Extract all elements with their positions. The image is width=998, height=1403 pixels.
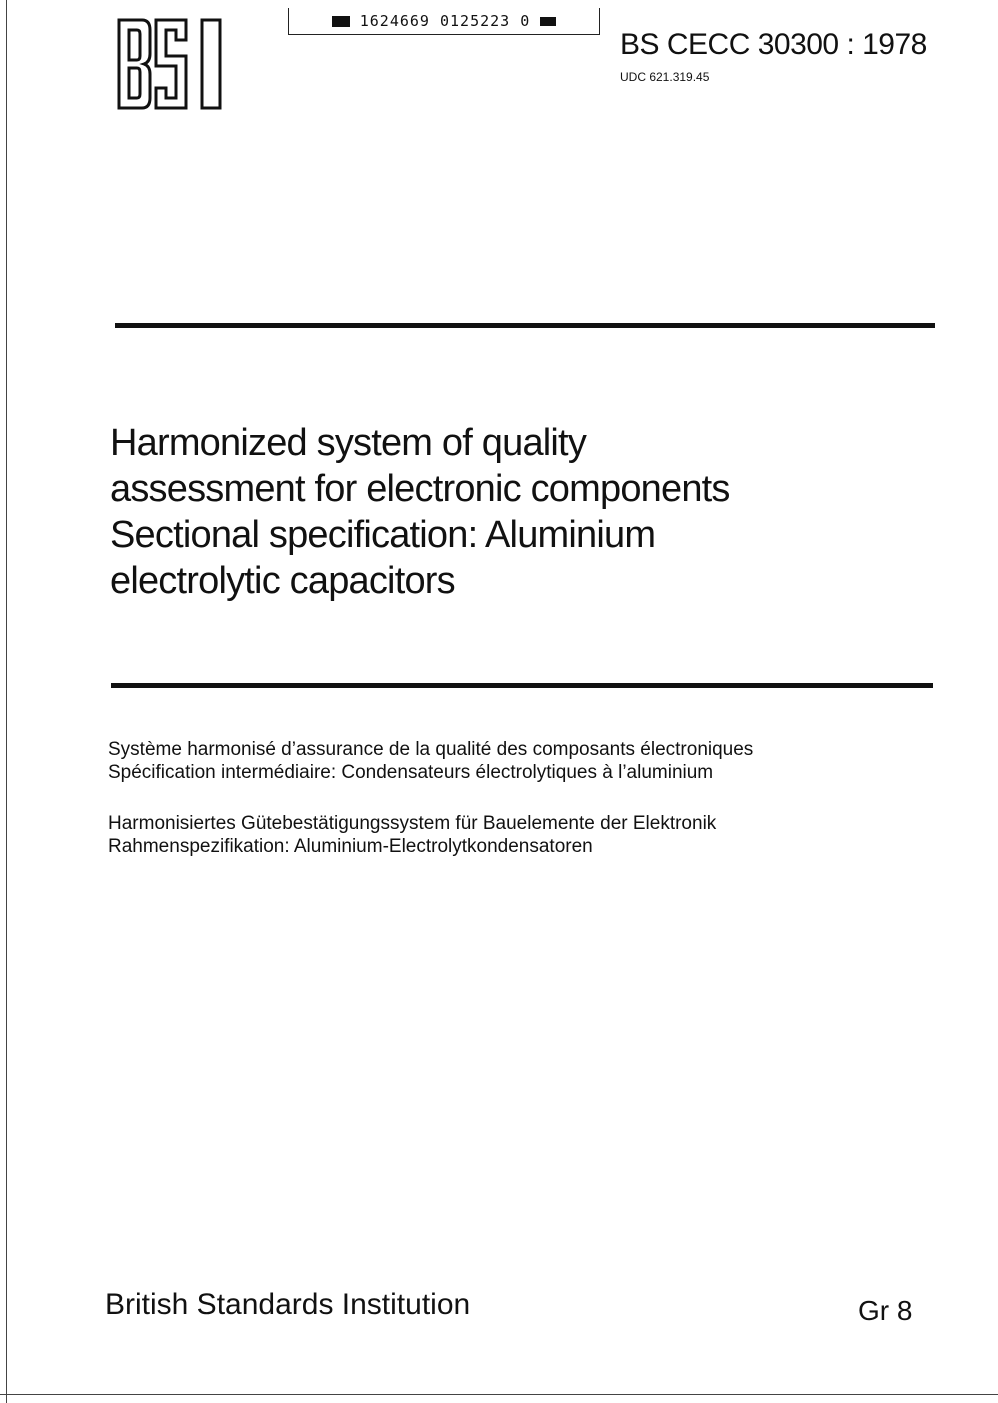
publisher-name: British Standards Institution (105, 1288, 471, 1321)
title-line: Harmonized system of quality (110, 422, 587, 464)
standard-number: BS CECC 30300 : 1978 (620, 28, 927, 61)
bottom-divider (111, 683, 933, 688)
german-title (108, 812, 716, 858)
udc-number: UDC 621.319.45 (620, 70, 710, 84)
scan-edge-left (6, 0, 7, 1403)
title-line: assessment for electronic components (110, 468, 730, 510)
french-title-line: Système harmonisé d’assurance de la qualité des composants électroniques (108, 739, 754, 760)
barcode-mark-left (332, 16, 350, 27)
barcode-strip (288, 8, 600, 35)
title-line: electrolytic capacitors (110, 560, 455, 602)
title-line: Sectional specification: Aluminium (110, 514, 656, 556)
top-divider (115, 323, 935, 328)
barcode-text: 1624669 0125223 0 (359, 12, 531, 30)
bsi-logo (116, 18, 226, 110)
document-title (110, 420, 810, 604)
scan-edge-bottom (0, 1394, 998, 1395)
german-title-line: Harmonisiertes Gütebestätigungssystem für Bauelemente der Elektronik (108, 813, 717, 834)
french-title-line: Spécification intermédiaire: Condensateurs électrolytiques à l’aluminium (108, 762, 714, 783)
barcode-mark-right (540, 17, 556, 26)
german-title-line: Rahmenspezifikation: Aluminium-Electrolytkondensatoren (108, 836, 593, 857)
french-title (108, 738, 753, 784)
price-grade: Gr 8 (858, 1295, 913, 1326)
